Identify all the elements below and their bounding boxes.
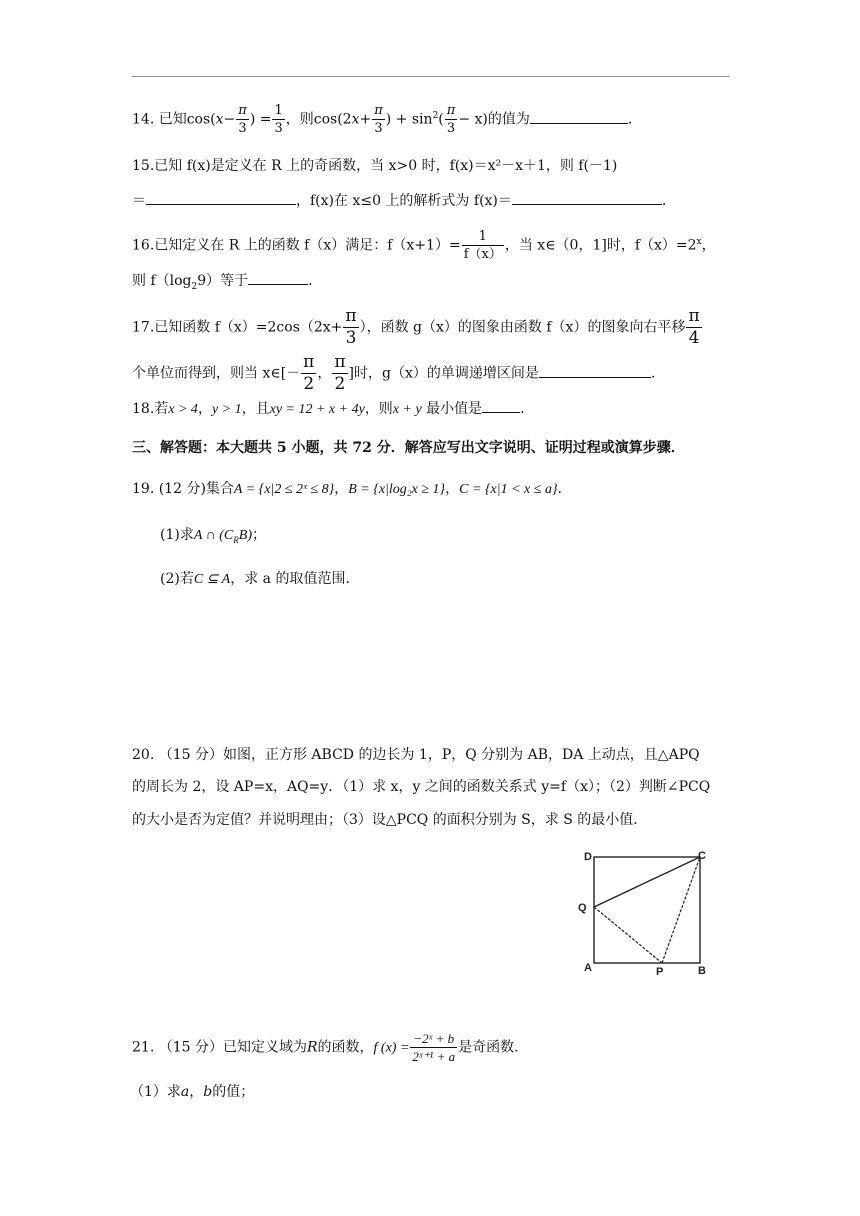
answer-blank-18[interactable] [482,398,520,413]
q17-end: . [650,365,656,382]
q14-three-2: 3 [274,121,283,136]
q21-den: 2ˣ⁺¹ + a [412,1049,456,1064]
q18-m1: x > 4 [168,402,198,417]
q19-set-b: B = {x|log₂x ≥ 1} [348,482,446,497]
q17-b: ），函数 g（x）的图象由函数 f（x）的图象向右平移 [359,319,686,336]
q14-pi-2: π [374,103,383,118]
q16-frac [462,230,504,261]
label-q: Q [578,902,587,914]
segment-qp [594,907,662,963]
question-21 [132,1032,519,1063]
q14-prefix: 14. 已知 [132,111,187,128]
q14-frac-pi-3 [236,104,249,135]
q21-num: −2ˣ + b [410,1032,457,1048]
question-20-line-1: 20. （15 分）如图，正方形 ABCD 的边长为 1，P，Q 分别为 AB，DA 上动点，且△APQ [132,747,700,763]
answer-blank-16[interactable] [248,270,308,285]
q14-three-4: 3 [446,121,456,136]
q18-c2: ，且 [241,401,270,417]
q18-a: 18.若 [132,401,169,417]
q19-p1-tail: B) [238,528,252,543]
q17-two: 2 [303,374,315,394]
question-19 [132,479,562,500]
q17-pi: π [345,306,357,326]
q16-a: 16.已知定义在 R 上的函数 f（x）满足：f（x+1）= [132,237,461,254]
q16-den: f（x） [463,247,502,262]
q14-x-2: x [351,111,360,128]
q14-one: 1 [274,103,283,118]
question-17-line-2 [132,354,655,393]
question-19-part-1 [160,525,266,550]
q19-intro: 19. (12 分)集合 [132,481,234,497]
q17-pi-2: π [688,306,700,326]
question-18 [132,398,525,420]
q14-frac-1-3 [272,104,284,135]
answer-blank-15b[interactable] [512,190,662,205]
question-16-line-2 [132,270,313,297]
q21-b: b [203,1084,213,1100]
q17-sep: ， [317,365,332,382]
label-p: P [656,966,664,977]
q19-c2: ， [445,481,460,497]
q14-pi-3: π [446,103,456,118]
q14-frac-pi-3-b [372,104,385,135]
q17-pi-3: π [303,352,315,372]
q14-eq: ) = [249,111,272,128]
q14-end: . [627,111,633,128]
q19-p2-expr: C ⊆ A [193,572,231,587]
q17-frac-pi-2a [301,354,316,393]
question-21-part-1 [130,1082,254,1102]
square-abcd-figure [578,847,728,977]
q19-p1-expr: A ∩ (C [193,528,234,543]
q19-set-c: C = {x|1 < x ≤ a} [459,482,558,497]
q14-minus-x: − x) [458,111,488,128]
q15-mid: ，f(x)在 x≤0 上的解析式为 f(x)＝ [296,193,512,209]
q17-two-2: 2 [334,374,346,394]
q21-fx: f (x) = [373,1040,410,1056]
q14-three: 3 [238,121,247,136]
q14-cos2x: cos(2 [313,111,352,128]
q21-p1-tail: 的值； [212,1084,255,1100]
q21-intro: 21. （15 分）已知定义域为 [132,1039,307,1056]
q18-c4: 最小值是 [421,401,483,417]
answer-blank-14[interactable] [530,109,628,124]
question-14 [132,104,632,135]
q17-three: 3 [345,328,357,348]
q17-frac-pi-4 [686,308,701,347]
q16-b: ，当 x∈（0，1]时，f（x）=2 [504,237,697,254]
q16-c: 则 f（log [132,273,192,289]
q21-sep: ， [189,1084,204,1100]
segment-qc [594,857,700,907]
q14-value-is: 的值为 [487,111,530,128]
q17-a: 17.已知函数 f（x）=2cos（2x+ [132,319,343,336]
question-19-part-2 [160,569,350,590]
answer-blank-15a[interactable] [146,190,296,205]
q21-r: R [306,1039,318,1056]
q17-frac-pi-2b [332,354,347,393]
q14-minus: − [223,111,236,128]
question-20-line-2: 的周长为 2，设 AP=x，AQ=y．（1）求 x，y 之间的函数关系式 y=f（x）；（2）判断∠PCQ [132,779,711,795]
q21-frac [410,1032,457,1063]
q16-end: . [308,273,313,289]
question-15-line-2 [132,190,666,211]
label-b: B [698,965,706,977]
question-17-line-1 [132,308,703,347]
section-3-heading: 三、解答题：本大题共 5 小题，共 72 分．解答应写出文字说明、证明过程或演算步骤． [132,440,685,456]
question-16-line-1 [132,230,716,261]
q16-d: 9）等于 [197,273,249,289]
q21-tail: 是奇函数. [458,1039,519,1056]
q19-p2-label: (2)若 [160,571,194,587]
q14-then: ，则 [285,111,314,128]
q19-end: . [557,481,562,497]
figure-svg [578,847,728,977]
q21-mid: 的函数， [317,1039,374,1056]
q14-sin: ) + sin [385,111,433,128]
q21-p1: （1）求 [130,1084,181,1100]
q15-eq: ＝ [132,193,146,209]
q18-c3: ，则 [364,401,393,417]
q17-c: 个单位而得到，则当 x∈[－ [132,365,301,382]
q15-end: . [661,193,667,209]
question-15-line-1: 15.已知 f(x)是定义在 R 上的奇函数，当 x>0 时，f(x)＝x²－x＋1，则 f(－1) [132,158,618,174]
q16-comma: ， [701,237,716,254]
q14-x: x [215,111,224,128]
label-d: D [584,851,592,863]
q14-cos: cos( [186,111,216,128]
q19-p1-sub: R [233,534,239,545]
q18-m3: xy = 12 + x + 4y [269,402,365,417]
label-a: A [584,962,592,974]
q19-set-a: A = {x|2 ≤ 2ˣ ≤ 8} [233,482,335,497]
q14-three-3: 3 [374,121,383,136]
q16-sup: x [696,236,702,247]
q16-sub: 2 [191,281,198,292]
q17-pi-4: π [334,352,346,372]
q19-p2-text: ，求 a 的取值范围. [230,571,350,587]
q17-four: 4 [688,328,700,348]
q14-frac-pi-3-c [445,104,458,135]
q14-pi: π [238,103,247,118]
q19-p1-end: ； [251,527,266,543]
label-c: C [698,850,706,862]
square-outline [594,857,700,963]
q16-num: 1 [462,230,504,246]
q18-m4: x + y [392,402,422,417]
q18-m2: y > 1 [211,402,242,417]
q19-c1: ， [334,481,349,497]
question-20-line-3: 的大小是否为定值？并说明理由；（3）设△PCQ 的面积分别为 S，求 S 的最小值． [132,812,648,828]
q14-plus: + [359,111,372,128]
q17-d: ]时，g（x）的单调递增区间是 [348,365,539,382]
q19-p1-label: (1)求 [160,527,194,543]
q14-open: ( [438,111,444,128]
q18-end: . [520,401,525,417]
q21-a: a [180,1084,190,1100]
q18-c1: ， [197,401,212,417]
q14-sq: 2 [432,110,439,121]
q17-frac-pi-3 [343,308,358,347]
answer-blank-17[interactable] [539,363,651,378]
header-rule [132,76,729,77]
